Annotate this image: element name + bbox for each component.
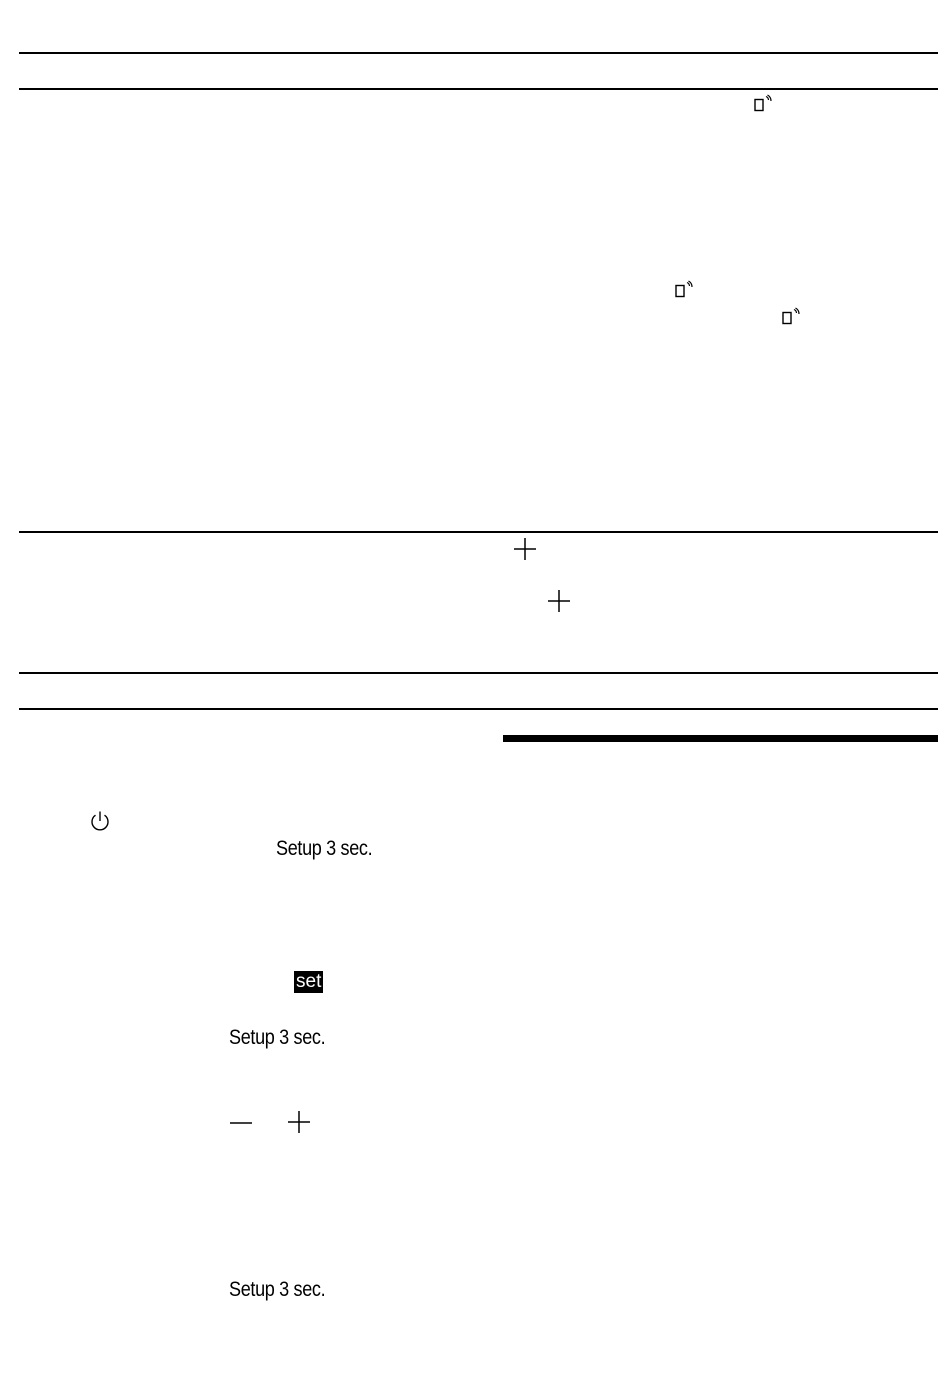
table-header-rule [19,88,938,90]
setup-hint-text: Setup 3 sec. [276,837,373,860]
plus-icon [513,537,537,561]
table-top-rule [19,52,938,54]
minus-icon [229,1111,253,1135]
set-display-symbol: set [296,971,322,992]
setup-hint-text: Setup 3 sec. [229,1026,326,1049]
remote-start-icon [673,280,697,304]
remote-start-icon [752,94,776,118]
table-bottom-rule [19,708,938,710]
remote-start-icon [780,307,804,331]
section-heading-bar [503,735,938,742]
table-row-divider [19,531,938,533]
plus-icon [287,1110,311,1134]
setup-hint-text: Setup 3 sec. [229,1278,326,1301]
table-row-divider [19,672,938,674]
plus-icon [547,589,571,613]
power-icon [89,810,111,832]
